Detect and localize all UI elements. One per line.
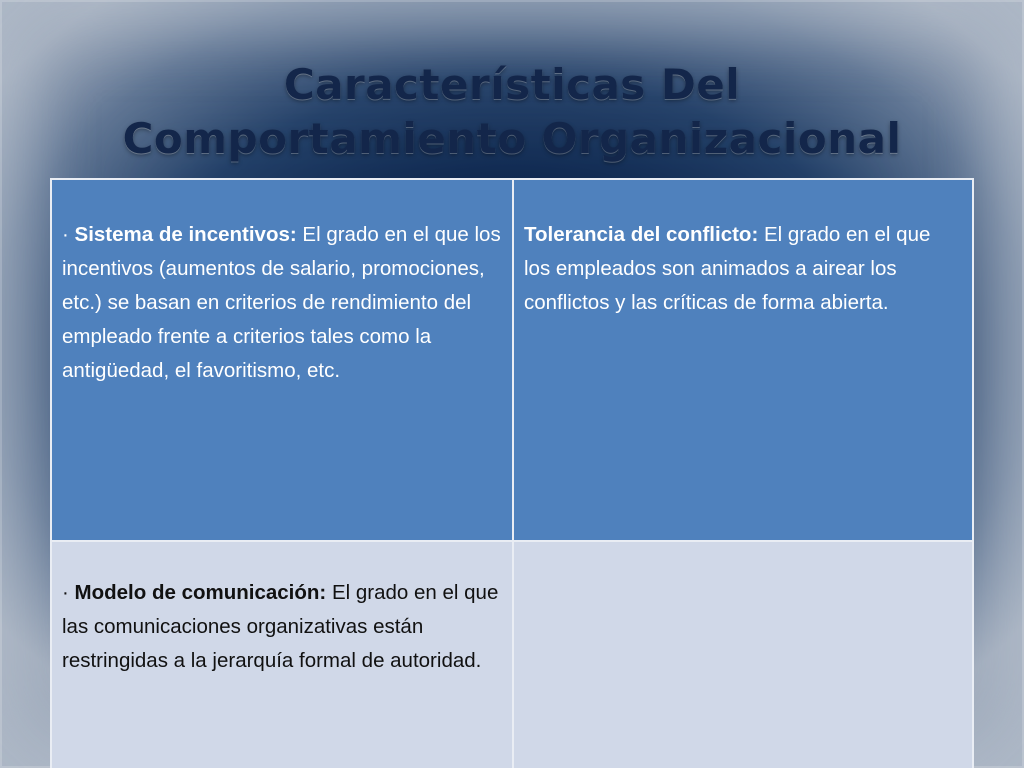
cell-paragraph: [524, 218, 962, 320]
table-cell-empty: [513, 541, 973, 768]
cell-description: El grado en el que los incentivos (aumentos de salario, promociones, etc.) se basan en criterios de rendimiento del empleado frente a criterios tales como la antigüedad, el favoritismo, etc.: [62, 223, 501, 382]
bullet-prefix: ·: [62, 581, 75, 604]
cell-term: Modelo de comunicación:: [74, 581, 327, 604]
bullet-prefix: ·: [62, 223, 75, 246]
title-line-2: Comportamiento Organizacional: [122, 114, 902, 164]
cell-paragraph: [62, 218, 502, 388]
table-cell-conflict-tolerance: [513, 179, 973, 541]
cell-description: El grado en el que los empleados son animados a airear los conflictos y las críticas de forma abierta.: [524, 223, 931, 314]
cell-term: Tolerancia del conflicto:: [524, 223, 759, 246]
slide-title: [0, 58, 1024, 166]
cell-paragraph: [62, 576, 502, 678]
table-cell-communication-model: [51, 541, 513, 768]
table-row: [51, 179, 973, 541]
table-cell-incentive-system: [51, 179, 513, 541]
title-line-1: Características Del: [283, 60, 741, 110]
characteristics-table: [50, 178, 974, 768]
cell-term: Sistema de incentivos:: [74, 223, 297, 246]
cell-description: El grado en el que las comunicaciones organizativas están restringidas a la jerarquía formal de autoridad.: [62, 581, 499, 672]
table-row: [51, 541, 973, 768]
